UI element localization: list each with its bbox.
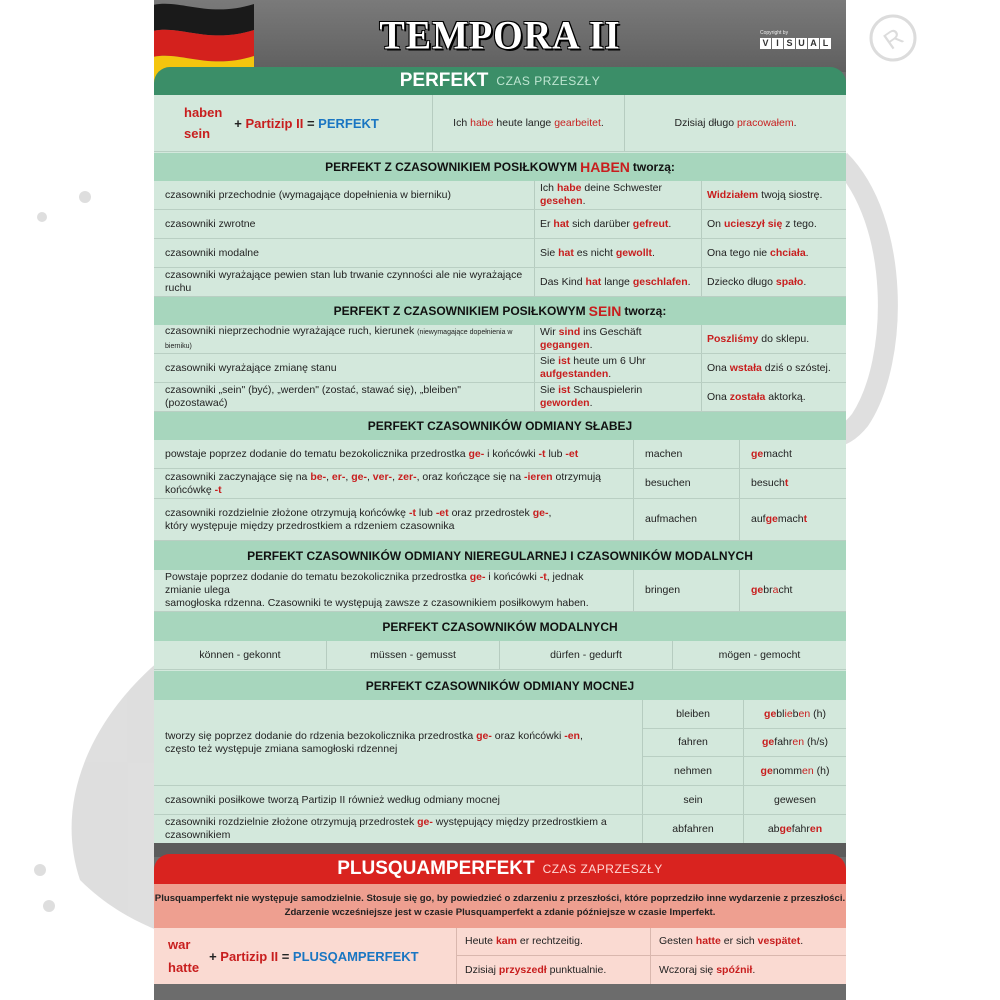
logo-letter: L	[820, 38, 831, 49]
partizip: abgefahren	[767, 822, 823, 835]
plus-sign: +	[209, 948, 217, 964]
example: Dzisiaj przyszedł punktualnie.	[465, 963, 607, 976]
weak-band: PERFEKT CZASOWNIKÓW ODMIANY SŁABEJ	[154, 412, 846, 440]
table-row	[154, 815, 846, 843]
infinitive: bleiben	[643, 700, 744, 728]
haben-band: PERFEKT Z CZASOWNIKIEM POSIŁKOWYM HABEN tworzą:	[154, 153, 846, 181]
row-pl: Ona wstała dziś o szóstej.	[707, 361, 831, 374]
title-bar	[154, 0, 846, 72]
row-desc: czasowniki wyrażające zmianę stanu	[154, 354, 535, 382]
example-de: Ich habe heute lange gearbeitet.	[433, 95, 625, 151]
perfekt-section-header	[154, 67, 846, 95]
partizip: besucht	[751, 477, 789, 489]
logo-caption: Copyright by	[760, 30, 789, 36]
row-de: Sie ist heute um 6 Uhr aufgestanden.	[535, 354, 702, 382]
aux-verb: war	[168, 937, 191, 952]
table-row	[154, 700, 846, 786]
svg-text:R: R	[879, 23, 909, 56]
modal-item: können - gekonnt	[154, 641, 327, 669]
section-subtitle: CZAS ZAPRZESZŁY	[542, 862, 663, 876]
table-row	[154, 499, 846, 541]
section-title: PERFEKT	[399, 70, 489, 91]
row-desc: czasowniki nieprzechodnie wyrażające ruch, kierunek (niewymagające dopełnienia w bierniku)	[154, 325, 535, 353]
strong-band: PERFEKT CZASOWNIKÓW ODMIANY MOCNEJ	[154, 671, 846, 700]
row-desc: czasowniki modalne	[154, 239, 535, 267]
partizip: gewesen	[773, 793, 817, 806]
infinitive: aufmachen	[634, 499, 740, 540]
aux-verb: haben	[184, 105, 223, 120]
partizip: aufgemacht	[751, 513, 808, 525]
infinitive: fahren	[643, 729, 744, 756]
example: Wczoraj się spóźnił.	[659, 963, 756, 976]
modal-row	[154, 641, 846, 670]
partizip-label: Partizip II	[220, 948, 279, 964]
row-de: Sie hat es nicht gewollt.	[535, 239, 702, 267]
table-row	[154, 440, 846, 469]
result-label: PLUSQAMPERFEKT	[292, 948, 419, 964]
equals-sign: =	[306, 115, 315, 131]
row-desc: czasowniki zaczynające się na be-, er-, ge-, ver-, zer-, oraz kończące się na -ieren otrzymują końcówkę -t	[154, 469, 634, 498]
row-desc: Powstaje poprzez dodanie do tematu bezokolicznika przedrostka ge- i końcówki -t, jednak zmianie ulega samogłoska rdzenna. Czasowniki te występują zawsze z czasownikiem posiłkowym haben.	[154, 570, 634, 611]
row-desc: tworzy się poprzez dodanie do rdzenia bezokolicznika przedrostka ge- oraz końcówki -en, często też występuje zmiana samogłoski rdzennej	[154, 700, 643, 785]
row-desc: czasowniki zwrotne	[154, 210, 535, 238]
row-de: Wir sind ins Geschäft gegangen.	[535, 325, 702, 353]
row-desc: czasowniki „sein" (być), „werden" (zostać, stawać się), „bleiben" (pozostawać)	[154, 383, 535, 411]
modal-item: müssen - gemusst	[327, 641, 500, 669]
table-row	[154, 570, 846, 612]
row-desc: czasowniki wyrażające pewien stan lub trwanie czynności ale nie wyrażające ruchu	[154, 268, 535, 296]
infinitive: abfahren	[643, 815, 744, 843]
row-pl: On ucieszył się z tego.	[707, 217, 817, 230]
plus-sign: +	[234, 115, 242, 131]
row-pl: Ona została aktorką.	[707, 390, 806, 403]
row-pl: Dziecko długo spało.	[707, 275, 807, 288]
plusquamperfekt-body	[154, 928, 846, 984]
section-subtitle: CZAS PRZESZŁY	[496, 74, 601, 88]
table-row	[154, 354, 846, 383]
logo-letter: I	[772, 38, 783, 49]
logo-letter: S	[784, 38, 795, 49]
example-pl: Dzisiaj długo pracowałem.	[674, 116, 797, 129]
row-desc: czasowniki posiłkowe tworzą Partizip II również według odmiany mocnej	[154, 786, 643, 814]
row-desc: czasowniki rozdzielnie złożone otrzymują przedrostek ge- występujący między przedrostkiem a czasownikiem	[154, 815, 643, 843]
table-row	[154, 181, 846, 210]
table-row	[154, 239, 846, 268]
row-desc: czasowniki przechodnie (wymagające dopełnienia w bierniku)	[154, 181, 535, 209]
poster	[154, 0, 846, 1000]
row-de: Das Kind hat lange geschlafen.	[535, 268, 702, 296]
table-row	[154, 268, 846, 297]
poster-footer	[154, 984, 846, 1000]
row-desc: powstaje poprzez dodanie do tematu bezokolicznika przedrostka ge- i końcówki -t lub -et	[154, 440, 634, 468]
table-row	[154, 786, 846, 815]
perfekt-formula-row	[154, 95, 846, 152]
row-pl: Poszliśmy do sklepu.	[707, 332, 810, 345]
registered-mark-icon	[871, 16, 915, 60]
modal-item: dürfen - gedurft	[500, 641, 673, 669]
plusquamperfekt-description	[154, 884, 846, 928]
row-desc: czasowniki rozdzielnie złożone otrzymują końcówkę -t lub -et oraz przedrostek ge-, który występuje między przedrostkiem a rdzeniem czasownika	[154, 499, 634, 540]
logo-letter: V	[760, 38, 771, 49]
aux-verb: hatte	[168, 960, 200, 975]
desc-line: Zdarzenie wcześniejsze jest w czasie Plusquamperfekt a zdanie późniejsze w czasie Imperfekt.	[284, 907, 716, 918]
plusquamperfekt-section-header	[154, 854, 846, 884]
desc-line: Plusquamperfekt nie występuje samodzielnie. Stosuje się go, by powiedzieć o zdarzeniu z przeszłości, które poprzedziło inne wydarzenie z przeszłości.	[154, 893, 846, 904]
irregular-band: PERFEKT CZASOWNIKÓW ODMIANY NIEREGULARNEJ I CZASOWNIKÓW MODALNYCH	[154, 541, 846, 570]
visual-logo	[760, 30, 832, 49]
equals-sign: =	[281, 948, 290, 964]
logo-letter: U	[796, 38, 807, 49]
modal-band: PERFEKT CZASOWNIKÓW MODALNYCH	[154, 612, 846, 641]
row-de: Er hat sich darüber gefreut.	[535, 210, 702, 238]
formula-cell	[154, 95, 433, 151]
infinitive: machen	[634, 440, 740, 468]
result-label: PERFEKT	[318, 115, 379, 131]
infinitive: nehmen	[643, 757, 744, 785]
examples-de-col	[457, 928, 651, 984]
partizip: gemacht	[751, 447, 792, 460]
section-title: PLUSQUAMPERFEKT	[337, 858, 535, 879]
sein-band: PERFEKT Z CZASOWNIKIEM POSIŁKOWYM SEIN tworzą:	[154, 297, 846, 325]
infinitive: besuchen	[634, 469, 740, 498]
formula-cell	[154, 928, 457, 984]
partizip-label: Partizip II	[245, 115, 304, 131]
row-pl: Ona tego nie chciała.	[707, 246, 809, 259]
partizip: gebracht	[751, 584, 793, 596]
modal-item: mögen - gemocht	[718, 648, 801, 661]
aux-verb: sein	[184, 126, 211, 141]
partizip: geblieben (h)	[764, 707, 826, 720]
row-pl: Widziałem twoją siostrę.	[707, 188, 823, 201]
infinitive: bringen	[634, 570, 740, 611]
strong-verbs	[643, 700, 846, 785]
table-row	[154, 325, 846, 354]
partizip: genommen (h)	[760, 764, 830, 777]
row-de: Ich habe deine Schwester gesehen.	[535, 181, 702, 209]
partizip: gefahren (h/s)	[762, 736, 828, 748]
examples-pl-col	[651, 928, 846, 984]
poster-title: TEMPORA II	[379, 13, 621, 59]
example: Gesten hatte er sich vespätet.	[651, 928, 846, 956]
logo-letter: A	[808, 38, 819, 49]
infinitive: sein	[643, 786, 744, 814]
row-de: Sie ist Schauspielerin geworden.	[535, 383, 702, 411]
table-row	[154, 383, 846, 412]
example: Heute kam er rechtzeitig.	[457, 928, 650, 956]
table-row	[154, 469, 846, 499]
table-row	[154, 210, 846, 239]
